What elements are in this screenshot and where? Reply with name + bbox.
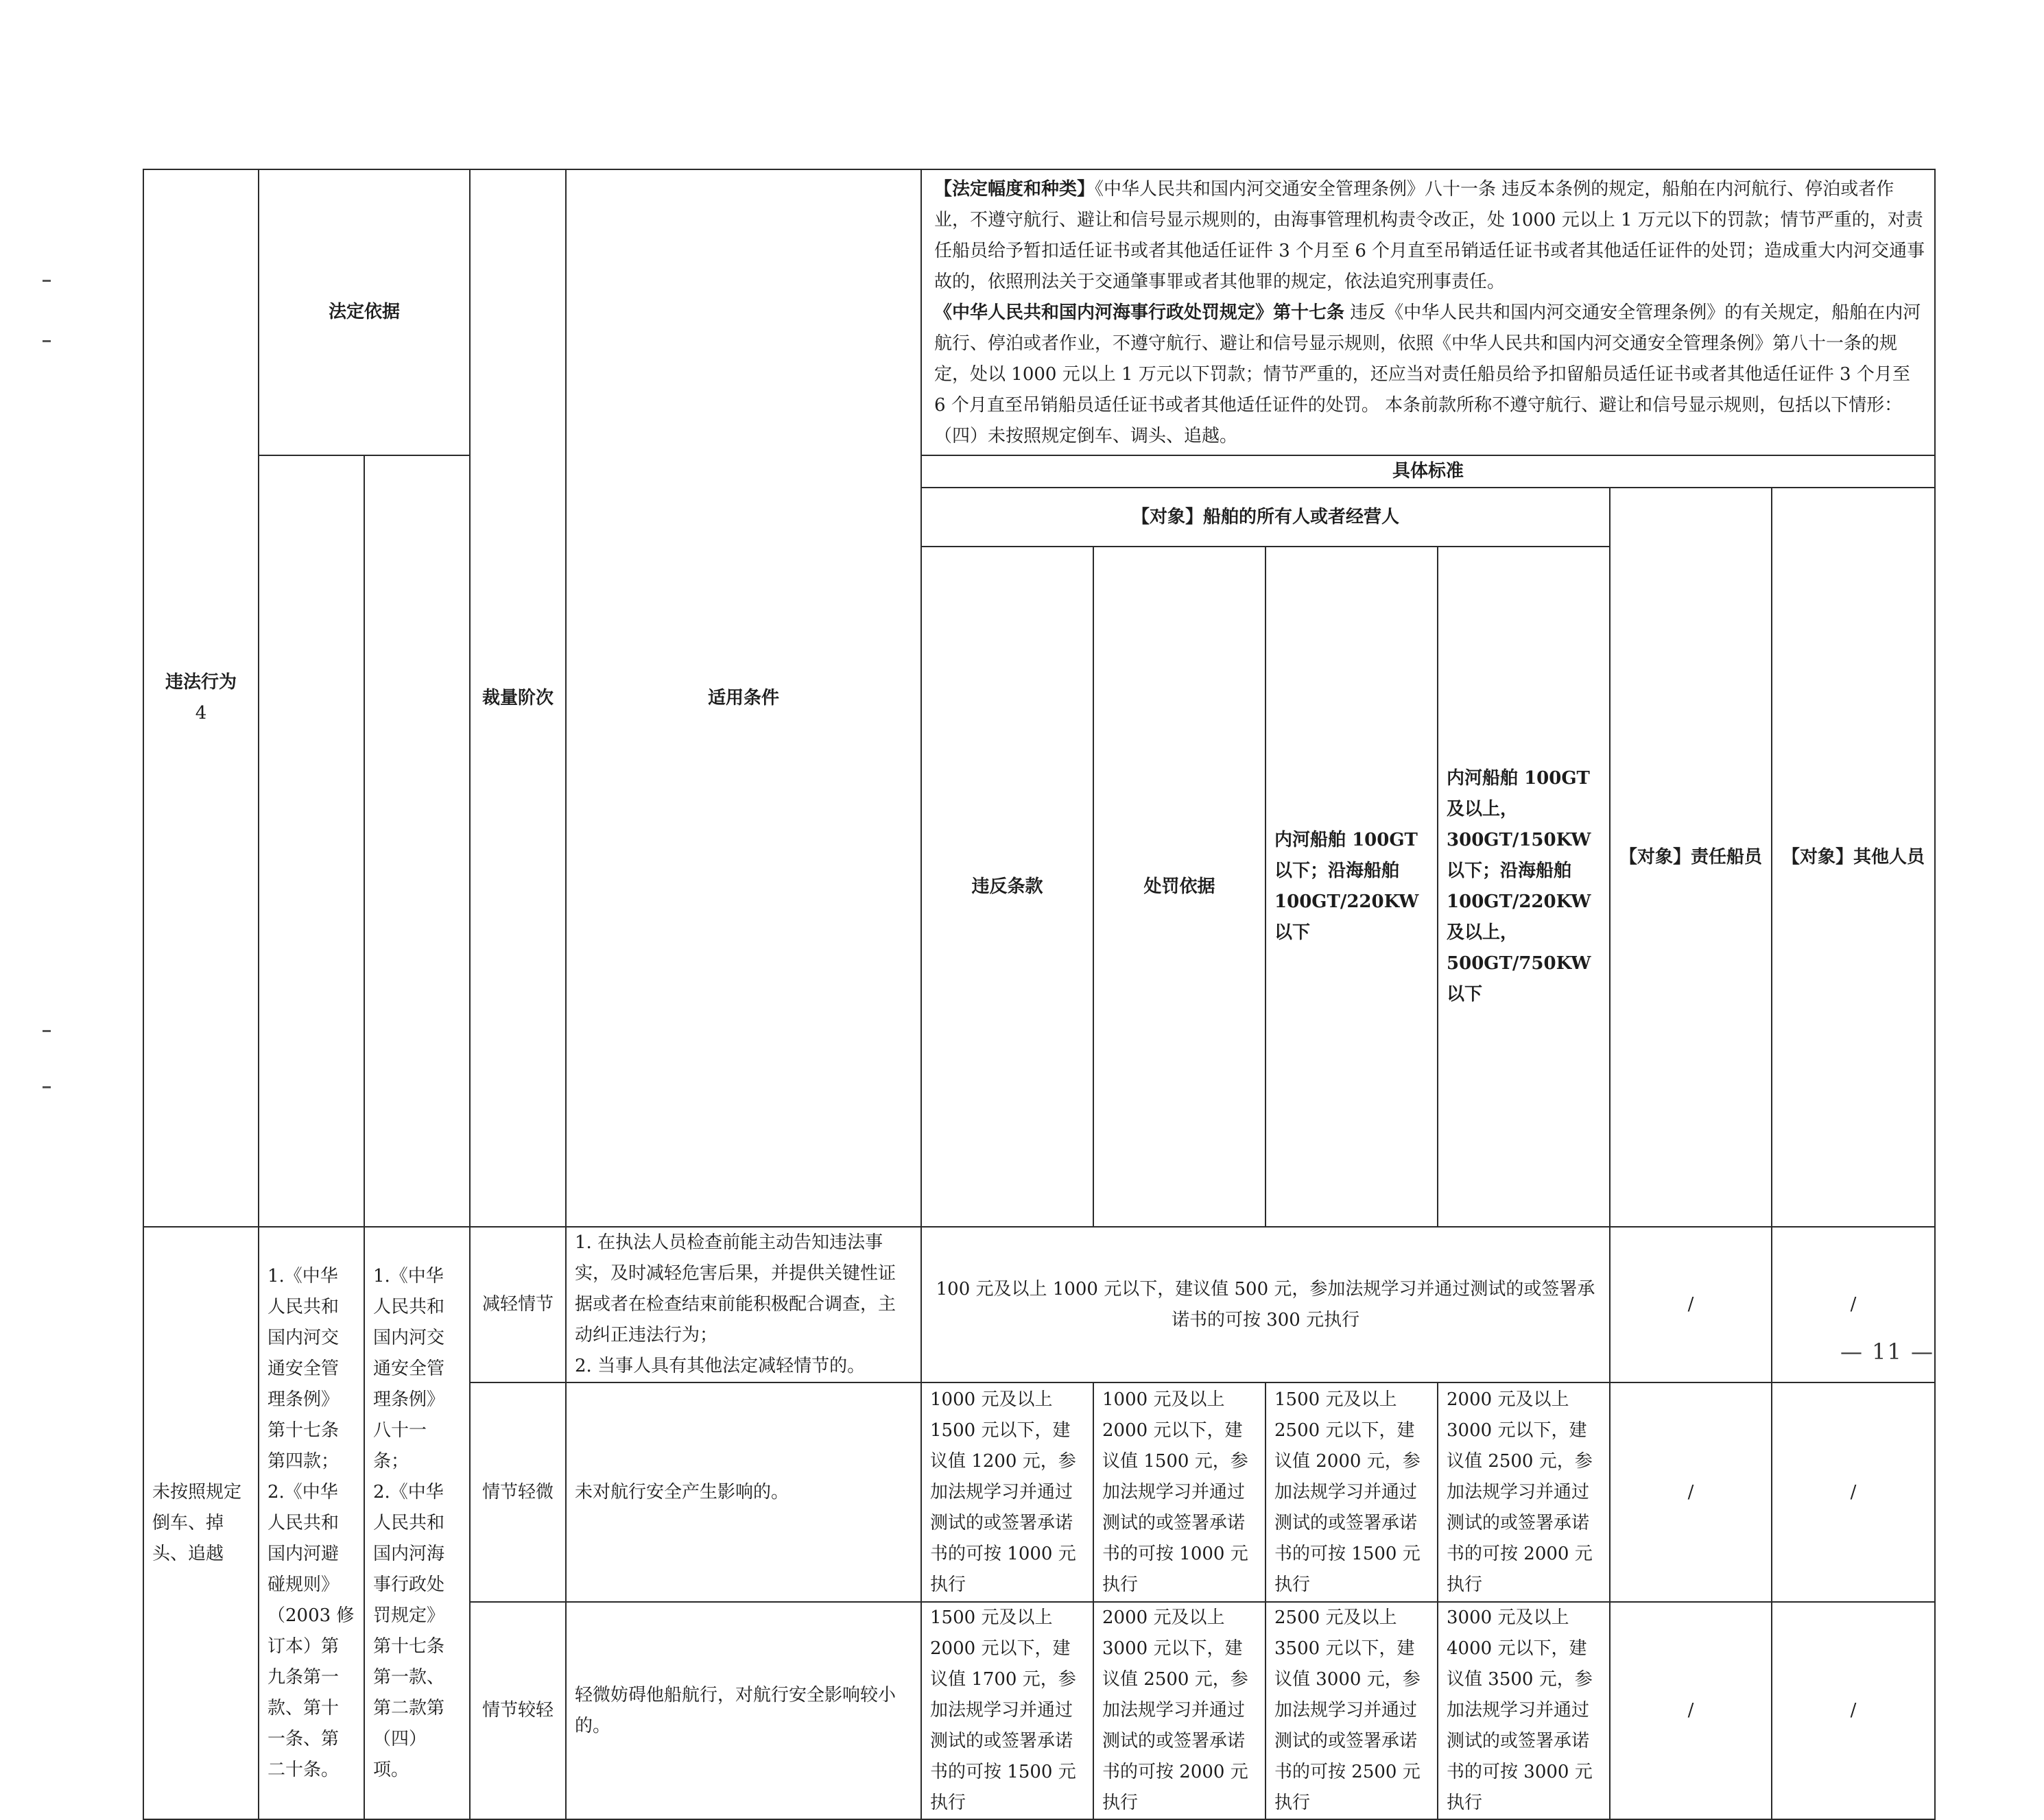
- tier1-header: 内河船舶 100GT 以下；沿海船舶 100GT/220KW 以下: [1265, 547, 1438, 1227]
- violated-clause-cell: 1.《中华人民共和国内河交通安全管理条例》第十七条第四款； 2.《中华人民共和国内河避碰规则》（2003 修订本）第九条第一款、第十一条、第二十条。: [259, 1227, 364, 1819]
- penalty-basis-cell: 1.《中华人民共和国内河交通安全管理条例》八十一条； 2.《中华人民共和国内河海事行政处罚规定》第十七条第一款、第二款第（四）项。: [364, 1227, 470, 1819]
- tier3-cell: 1500 元及以上 2500 元以下，建议值 2000 元，参加法规学习并通过测试的或签署承诺书的可按 1500 元执行: [1265, 1382, 1438, 1602]
- conditions-header: 适用条件: [566, 169, 921, 1227]
- level-cell: 情节轻微: [470, 1382, 566, 1602]
- legal-body-1: 《中华人民共和国内河交通安全管理条例》八十一条 违反本条例的规定，船舶在内河航行、停泊或者作业，不遵守航行、避让和信号显示规则的，由海事管理机构责令改正，处 1000 元以上 1 万元以下的罚款；情节严重的，对责任船员给予暂扣适任证书或者其他适任证件 3 个月至 6 个月直至吊销适任证书或者其他适任证件的处罚；造成重大内河交通事故的，依照刑法关于交通肇事罪或者其他罪的规定，依法追究刑事责任。: [934, 179, 1925, 292]
- violation-label: 违法行为: [165, 672, 237, 693]
- level-header: 裁量阶次: [470, 169, 566, 1227]
- condition-cell: 轻微妨碍他船航行，对航行安全影响较小的。: [566, 1602, 921, 1819]
- legal-basis-spacer: [364, 455, 470, 1227]
- condition-cell: 1. 在执法人员检查前能主动告知违法事实，及时减轻危害后果，并提供关键性证据或者在检查结束前能积极配合调查，主动纠正违法行为； 2. 当事人具有其他法定减轻情节的。: [566, 1227, 921, 1382]
- crew-cell: /: [1610, 1227, 1772, 1382]
- legal-paragraph-1: [934, 174, 1926, 298]
- table-row: [143, 1227, 1935, 1382]
- violation-header: [143, 169, 259, 1227]
- legal-tag-1: 【法定幅度和种类】: [934, 179, 1095, 200]
- tier1-cell: 1000 元及以上 1500 元以下，建议值 1200 元，参加法规学习并通过测试的或签署承诺书的可按 1000 元执行: [921, 1382, 1093, 1602]
- level-cell: 情节较轻: [470, 1602, 566, 1819]
- violation-cell: 未按照规定倒车、掉头、追越: [143, 1227, 259, 1819]
- violated-clause-header: 违反条款: [921, 547, 1093, 1227]
- scan-mark: [43, 1086, 51, 1088]
- violation-number: 4: [195, 703, 207, 723]
- scan-mark: [43, 1030, 51, 1032]
- legal-basis-spacer: [259, 455, 364, 1227]
- tier2-cell: 1000 元及以上 2000 元以下，建议值 1500 元，参加法规学习并通过测试的或签署承诺书的可按 1000 元执行: [1093, 1382, 1265, 1602]
- legal-basis-header: 法定依据: [259, 169, 470, 455]
- level-cell: 减轻情节: [470, 1227, 566, 1382]
- penalty-discretion-table: [143, 169, 1936, 1820]
- legal-paragraph-2: [934, 298, 1926, 452]
- legal-body-2: 违反《中华人民共和国内河交通安全管理条例》的有关规定，船舶在内河航行、停泊或者作业，不遵守航行、避让和信号显示规则，依照《中华人民共和国内河交通安全管理条例》第八十一条的规定，处以 1000 元以上 1 万元以下罚款；情节严重的，还应当对责任船员给予扣留船员适任证书或者其他适任证件 3 个月至 6 个月直至吊销船员适任证书或者其他适任证件的处罚。 本条前款所称不遵守航行、避让和信号显示规则，包括以下情形：（四）未按照规定倒车、调头、追越。: [934, 302, 1921, 446]
- condition-cell: 未对航行安全产生影响的。: [566, 1382, 921, 1602]
- tier2-header: 内河船舶 100GT 及以上，300GT/150KW 以下；沿海船舶 100GT/220KW 及以上，500GT/750KW 以下: [1438, 547, 1610, 1227]
- legal-text-cell: [921, 169, 1935, 455]
- crew-object-header: 【对象】责任船员: [1610, 488, 1772, 1227]
- crew-cell: /: [1610, 1382, 1772, 1602]
- specific-standard-header: 具体标准: [921, 455, 1935, 488]
- tier3-cell: 2500 元及以上 3500 元以下，建议值 3000 元，参加法规学习并通过测试的或签署承诺书的可按 2500 元执行: [1265, 1602, 1438, 1819]
- tier4-cell: 3000 元及以上 4000 元以下，建议值 3500 元，参加法规学习并通过测试的或签署承诺书的可按 3000 元执行: [1438, 1602, 1610, 1819]
- scan-mark: [43, 280, 51, 282]
- tier1-cell: 1500 元及以上 2000 元以下，建议值 1700 元，参加法规学习并通过测试的或签署承诺书的可按 1500 元执行: [921, 1602, 1093, 1819]
- other-cell: /: [1772, 1227, 1935, 1382]
- other-cell: /: [1772, 1602, 1935, 1819]
- crew-cell: /: [1610, 1602, 1772, 1819]
- tier2-cell: 2000 元及以上 3000 元以下，建议值 2500 元，参加法规学习并通过测试的或签署承诺书的可按 2000 元执行: [1093, 1602, 1265, 1819]
- other-object-header: 【对象】其他人员: [1772, 488, 1935, 1227]
- other-cell: /: [1772, 1382, 1935, 1602]
- penalty-basis-header: 处罚依据: [1093, 547, 1265, 1227]
- page-number: — 11 —: [1840, 1339, 1934, 1365]
- legal-tag-2: 《中华人民共和国内河海事行政处罚规定》第十七条: [934, 302, 1345, 323]
- owner-object-header: 【对象】船舶的所有人或者经营人: [921, 488, 1610, 547]
- merged-standard-cell: 100 元及以上 1000 元以下，建议值 500 元，参加法规学习并通过测试的或签署承诺书的可按 300 元执行: [921, 1227, 1610, 1382]
- tier4-cell: 2000 元及以上 3000 元以下，建议值 2500 元，参加法规学习并通过测试的或签署承诺书的可按 2000 元执行: [1438, 1382, 1610, 1602]
- scan-mark: [43, 340, 51, 342]
